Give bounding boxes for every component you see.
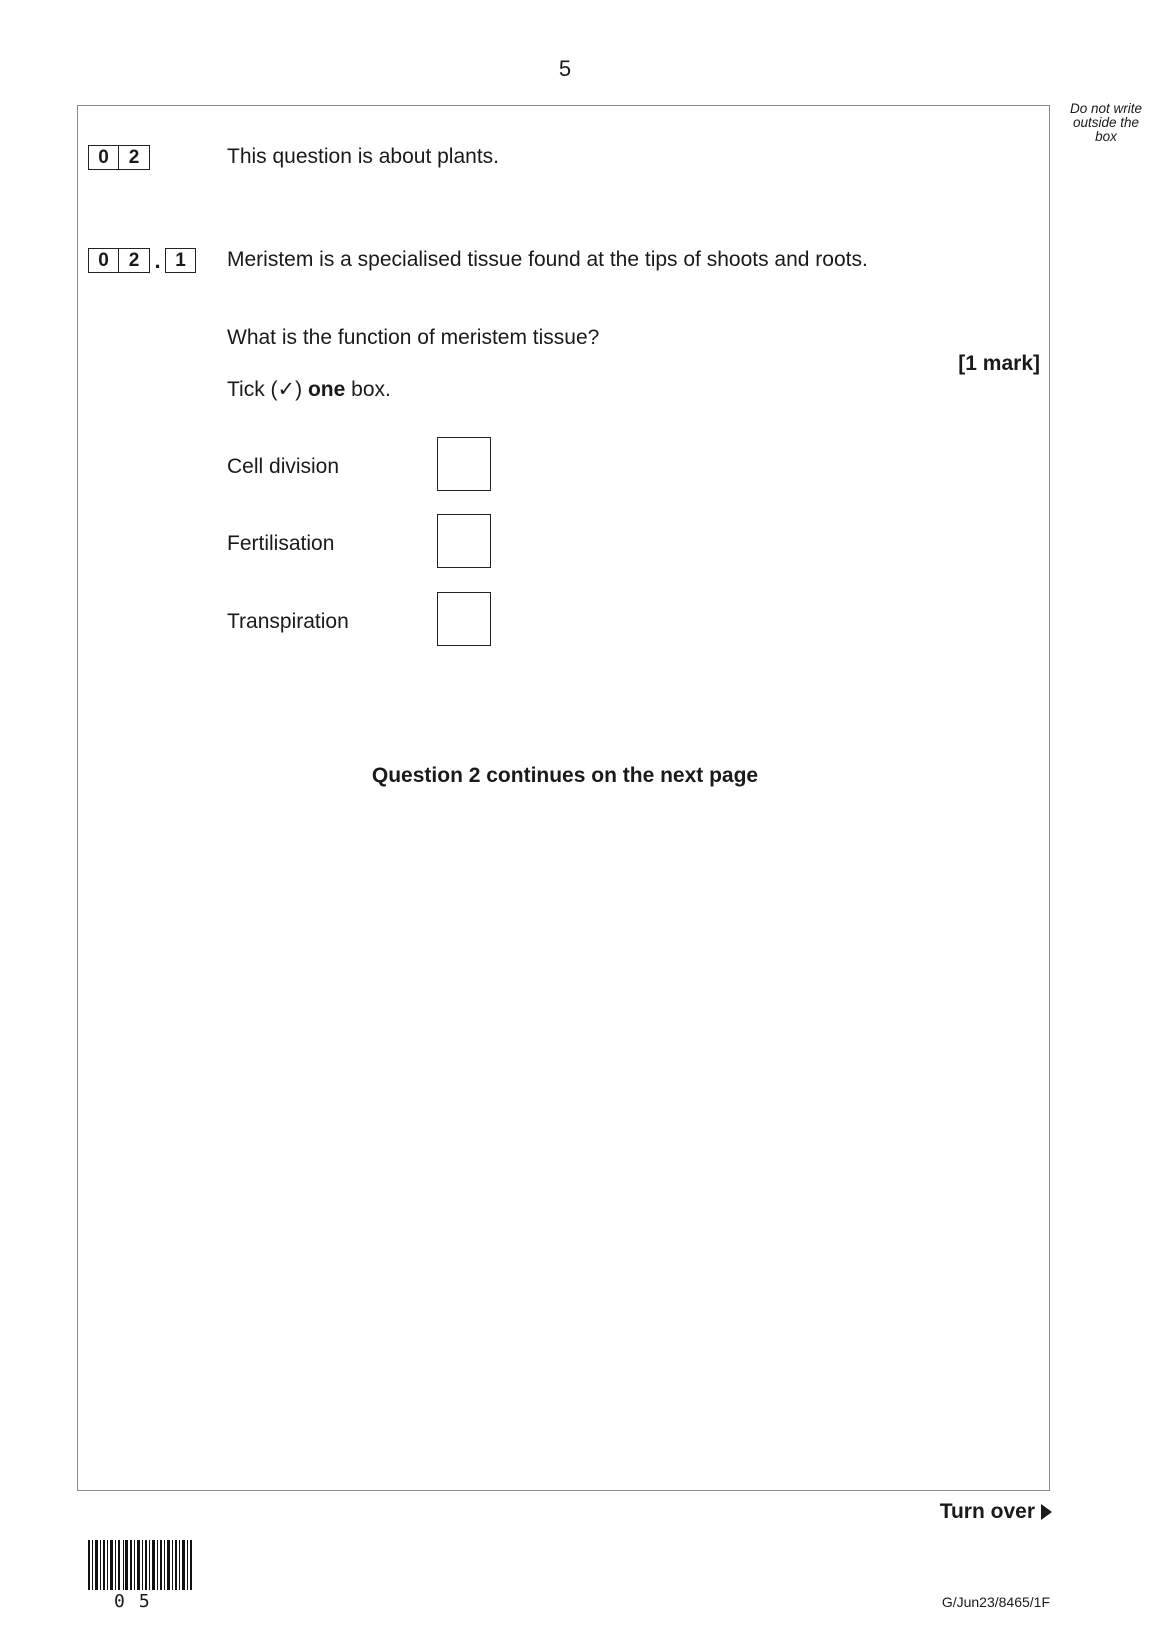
marks-label: [1 mark] [958, 352, 1040, 375]
barcode-icon [88, 1540, 194, 1590]
answer-frame [77, 105, 1050, 1491]
paper-reference: G/Jun23/8465/1F [941, 1594, 1050, 1610]
instruction-emphasis: one [307, 378, 346, 401]
play-arrow-icon [1041, 1504, 1052, 1520]
option-checkbox-cell-division[interactable] [437, 437, 491, 491]
barcode-digits: 05 [114, 1591, 164, 1612]
question-number-dot: . [154, 247, 161, 273]
option-label-fertilisation: Fertilisation [227, 532, 335, 555]
question-digit: 0 [88, 145, 119, 170]
margin-note-line: Do not write [1069, 101, 1143, 116]
question-digit: 0 [88, 248, 119, 273]
question-digit: 1 [165, 248, 196, 273]
instruction-text: Tick ( [227, 378, 278, 401]
instruction-text: box. [345, 378, 391, 401]
question-digit: 2 [119, 248, 150, 273]
page-number: 5 [558, 56, 572, 81]
turn-over-label: Turn over [939, 1500, 1035, 1523]
turn-over [940, 1500, 1052, 1524]
option-label-cell-division: Cell division [227, 455, 340, 478]
question-number-02-1 [88, 248, 196, 273]
option-checkbox-transpiration[interactable] [437, 592, 491, 646]
question-stem: This question is about plants. [227, 145, 499, 168]
question-text: What is the function of meristem tissue? [227, 326, 600, 349]
margin-note [1060, 102, 1152, 144]
instruction-text: ) [295, 378, 308, 401]
question-digit: 2 [119, 145, 150, 170]
margin-note-line: box [1095, 129, 1117, 144]
margin-note-line: outside the [1072, 115, 1140, 130]
question-intro: Meristem is a specialised tissue found at the tips of shoots and roots. [227, 248, 868, 271]
option-checkbox-fertilisation[interactable] [437, 514, 491, 568]
tick-symbol: ✓ [277, 378, 296, 401]
continues-notice: Question 2 continues on the next page [371, 764, 759, 787]
tick-instruction [227, 377, 391, 402]
option-label-transpiration: Transpiration [227, 610, 349, 633]
question-number-02 [88, 145, 150, 170]
